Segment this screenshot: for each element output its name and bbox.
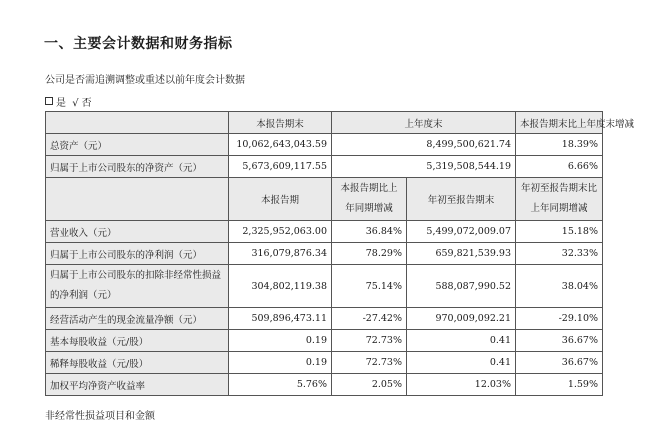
cell-value: 12.03% [407,374,516,396]
cell-value: 38.04% [516,265,603,308]
cell-value: 0.41 [407,330,516,352]
cell-value: 36.67% [516,330,603,352]
cell-value: -29.10% [516,308,603,330]
table-row [46,265,603,308]
cell-value: 32.33% [516,243,603,265]
cell-value: 6.66% [516,156,603,178]
cell-value: 659,821,539.93 [407,243,516,265]
cell-value: 36.67% [516,352,603,374]
row-label: 归属于上市公司股东的净利润（元） [46,243,229,265]
table-header-row [46,112,603,134]
row-label: 稀释每股收益（元/股） [46,352,229,374]
cell-value: 10,062,643,043.59 [229,134,332,156]
cell-value: 0.19 [229,330,332,352]
cell-value: 316,079,876.34 [229,243,332,265]
cell-value: 8,499,500,621.74 [332,134,516,156]
yes-option-label: 是 [56,98,66,109]
cell-value: 5,319,508,544.19 [332,156,516,178]
row-label: 经营活动产生的现金流量净额（元） [46,308,229,330]
cell-value: 15.18% [516,221,603,243]
cell-value: 0.41 [407,352,516,374]
cell-value: 72.73% [332,352,407,374]
header-change-vs-prior-year-end: 本报告期末比上年度末增减 [516,112,603,134]
table-row [46,352,603,374]
row-label: 加权平均净资产收益率 [46,374,229,396]
cell-value: 2,325,952,063.00 [229,221,332,243]
table-row [46,134,603,156]
cell-value: 75.14% [332,265,407,308]
table-row [46,330,603,352]
header-prior-year-end: 上年度末 [332,112,516,134]
header-period-end: 本报告期末 [229,112,332,134]
cell-value: 5,673,609,117.55 [229,156,332,178]
cell-value: 5,499,072,009.07 [407,221,516,243]
financial-data-table [45,111,635,396]
cell-value: 970,009,092.21 [407,308,516,330]
footer-note: 非经常性损益项目和金额 [45,411,155,422]
cell-value: 2.05% [332,374,407,396]
table-row [46,243,603,265]
no-option-label: 否 [81,98,92,109]
cell-value: 78.29% [332,243,407,265]
cell-value: 1.59% [516,374,603,396]
cell-value: 18.39% [516,134,603,156]
row-label: 总资产（元） [46,134,229,156]
header-ytd-change: 年初至报告期末比上年同期增减 [516,178,603,221]
row-label: 归属于上市公司股东的扣除非经常性损益的净利润（元） [46,265,229,308]
row-label: 营业收入（元） [46,221,229,243]
row-label: 归属于上市公司股东的净资产（元） [46,156,229,178]
row-label: 基本每股收益（元/股） [46,330,229,352]
cell-value: 588,087,990.52 [407,265,516,308]
table-row [46,221,603,243]
check-mark-icon: √ [72,98,79,109]
table-row [46,156,603,178]
table-row [46,374,603,396]
table-header-row [46,178,603,221]
cell-value: 5.76% [229,374,332,396]
restate-options [45,94,95,109]
table-row [46,308,603,330]
header-current-period: 本报告期 [229,178,332,221]
header-blank-cell [46,178,229,221]
header-blank-cell [46,112,229,134]
section-title: 一、主要会计数据和财务指标 [44,36,233,52]
cell-value: 304,802,119.38 [229,265,332,308]
checkbox-icon [45,97,53,105]
header-change-vs-prior-period: 本报告期比上年同期增减 [332,178,407,221]
cell-value: 72.73% [332,330,407,352]
cell-value: 0.19 [229,352,332,374]
cell-value: 509,896,473.11 [229,308,332,330]
header-ytd: 年初至报告期末 [407,178,516,221]
restate-question: 公司是否需追溯调整或重述以前年度会计数据 [45,75,245,86]
cell-value: -27.42% [332,308,407,330]
cell-value: 36.84% [332,221,407,243]
